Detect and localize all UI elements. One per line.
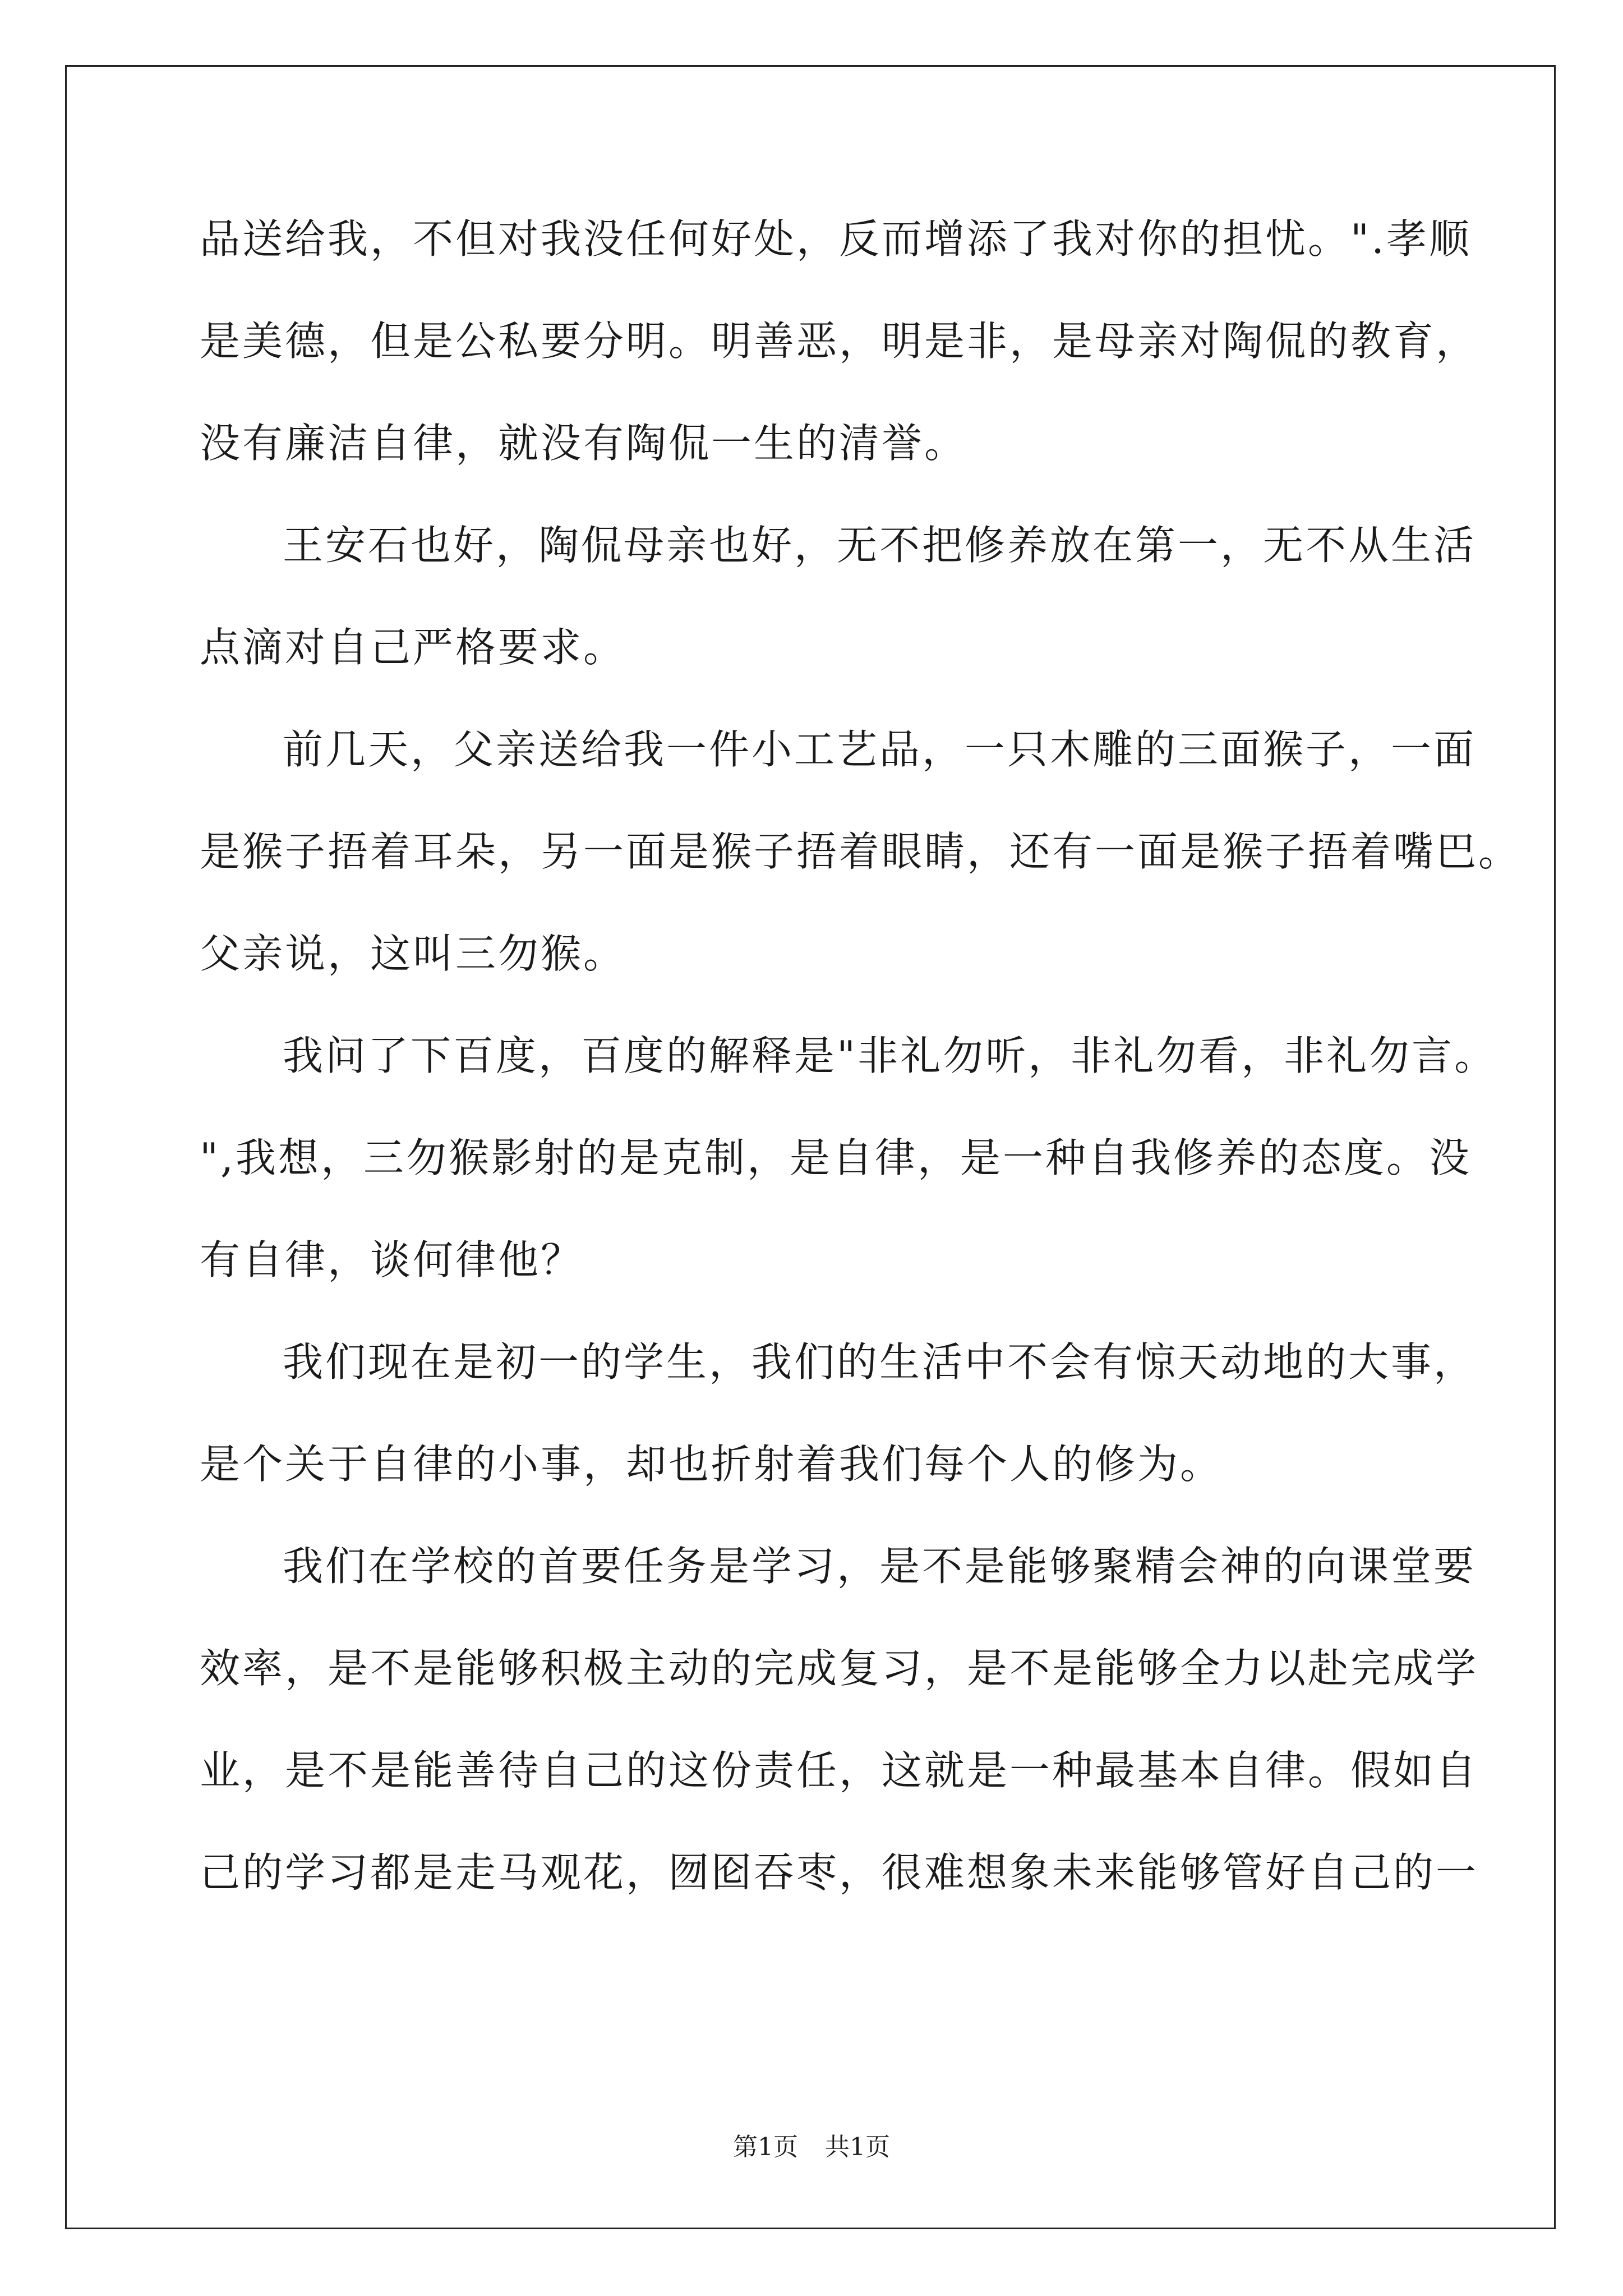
text-line: 是猴子捂着耳朵，另一面是猴子捂着眼睛，还有一面是猴子捂着嘴巴。 [200, 828, 1521, 875]
page-number: 第1页 [733, 2133, 798, 2161]
text-line: 父亲说，这叫三勿猴。 [200, 930, 626, 977]
paragraph-first-line: 王安石也好，陶侃母亲也好，无不把修养放在第一，无不从生活 [283, 522, 1477, 569]
text-line: 没有廉洁自律，就没有陶侃一生的清誉。 [200, 420, 967, 467]
paragraph-first-line: 我们现在是初一的学生，我们的生活中不会有惊天动地的大事， [283, 1338, 1477, 1386]
text-line: 业，是不是能善待自己的这份责任，这就是一种最基本自律。假如自 [200, 1747, 1479, 1794]
text-line: 效率，是不是能够积极主动的完成复习，是不是能够全力以赴完成学 [200, 1645, 1479, 1692]
paragraph-first-line: 前几天，父亲送给我一件小工艺品，一只木雕的三面猴子，一面 [283, 726, 1477, 773]
page-footer [0, 2135, 1623, 2160]
text-line: 己的学习都是走马观花，囫囵吞枣，很难想象未来能够管好自己的一 [200, 1849, 1479, 1896]
text-line: ",我想，三勿猴影射的是克制，是自律，是一种自我修养的态度。没 [200, 1134, 1472, 1181]
page-total: 共1页 [825, 2133, 890, 2161]
text-line: 有自律，谈何律他？ [200, 1236, 584, 1283]
text-line: 点滴对自己严格要求。 [200, 624, 626, 671]
text-line: 是美德，但是公私要分明。明善恶，明是非，是母亲对陶侃的教育， [200, 318, 1479, 365]
paragraph-first-line: 我们在学校的首要任务是学习，是不是能够聚精会神的向课堂要 [283, 1543, 1477, 1590]
paragraph-first-line: 我问了下百度，百度的解释是"非礼勿听，非礼勿看，非礼勿言。 [283, 1032, 1497, 1079]
text-line: 是个关于自律的小事，却也折射着我们每个人的修为。 [200, 1441, 1223, 1488]
text-line: 品送给我，不但对我没任何好处，反而增添了我对你的担忧。".孝顺 [200, 215, 1472, 263]
